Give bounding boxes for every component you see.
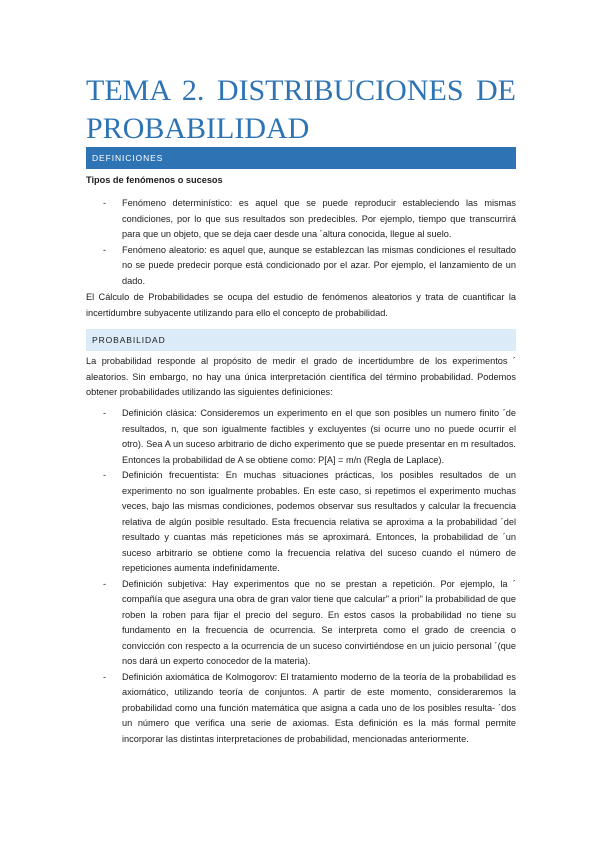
subtitle-tipos-fenomenos: Tipos de fenómenos o sucesos (86, 175, 223, 185)
paragraph-calculo-probabilidades: El Cálculo de Probabilidades se ocupa del estudio de fenómenos aleatorios y trata de cuantificar la incertidumbre subyacente utilizando para ello el concepto de probabilidad. (86, 292, 516, 318)
list-item-definicion-axiomatica (86, 670, 516, 748)
probabilidad-definitions-list (86, 406, 516, 747)
list-item-fenomeno-deterministico (86, 196, 516, 243)
section-heading-definiciones: DEFINICIONES (86, 147, 516, 169)
list-item-text: Definición clásica: Consideremos un experimento en el que son posibles un numero finito ´de resultados, n, que son igualmente factibles y excluyentes (si ocurre uno no puede ocurrir el otro). Sea A un suceso arbitrario de dicho experimento que se puede presentar en m resultados. Entonces la probabilidad de A se obtiene como: P[A] = m/n (Regla de Laplace). (122, 408, 516, 465)
dash-bullet-icon: - (103, 671, 107, 682)
section-heading-probabilidad: PROBABILIDAD (86, 329, 516, 351)
title-line-2: PROBABILIDAD (86, 112, 310, 145)
dash-bullet-icon: - (103, 198, 107, 208)
paragraph-probabilidad-intro: La probabilidad responde al propósito de medir el grado de incertidumbre de los experimentos ´ aleatorios. Sin embargo, no hay una única interpretación científica del término probabilidad. Podemos obtener probabilidades utilizando las siguientes definiciones: (86, 356, 516, 397)
list-item-definicion-subjetiva (86, 577, 516, 670)
document-title (86, 72, 516, 148)
dash-bullet-icon: - (103, 244, 107, 255)
title-line-1: TEMA 2. DISTRIBUCIONES DE (86, 74, 516, 107)
list-item-text: Fenómeno determinístico: es aquel que se puede reproducir estableciendo las mismas condiciones, por lo que sus resultados son predecibles. Por ejemplo, tiempo que transcurrirá para que un objeto, que se deja caer desde una ´altura conocida, llegue al suelo. (122, 198, 516, 239)
list-item-text: Fenómeno aleatorio: es aquel que, aunque se establezcan las mismas condiciones el resultado no se puede predecir porque está condicionado por el azar. Por ejemplo, el lanzamiento de un dado. (122, 244, 516, 286)
list-item-definicion-frecuentista (86, 468, 516, 577)
list-item-text: Definición subjetiva: Hay experimentos que no se prestan a repetición. Por ejemplo, la ´ compañía que asegura una obra de gran valor tiene que calcular" a priori" la probabilidad de que roben la roben para fijar el precio del seguro. En estos casos la probabilidad no tiene su fundamento en la frecuencia de ocurrencia. Se interpreta como el grado de creencia o convicción con respecto a la ocurrencia de un suceso convirtiéndose en un juicio personal ´(que nos dará un experto conocedor de la materia). (122, 578, 516, 666)
list-item-fenomeno-aleatorio (86, 243, 516, 290)
dash-bullet-icon: - (103, 578, 107, 589)
dash-bullet-icon: - (103, 408, 107, 418)
list-item-definicion-clasica (86, 406, 516, 468)
list-item-text: Definición frecuentista: En muchas situaciones prácticas, los posibles resultados de un experimento no son igualmente probables. En este caso, si repetimos el experimento muchas veces, bajo las mismas condiciones, podemos observar sus resultados y calcular la frecuencia relativa de algún posible resultado. Esta frecuencia relativa se aproxima a la probabilidad ´del resultado y cuantas más repeticiones más se aproximará. Entonces, la probabilidad de ´un suceso arbitrario se obtiene como la frecuencia relativa del suceso cuando el número de repeticiones aumenta indefinidamente. (122, 470, 516, 573)
dash-bullet-icon: - (103, 470, 107, 480)
definiciones-list (86, 196, 516, 289)
list-item-text: Definición axiomática de Kolmogorov: El tratamiento moderno de la teoría de la probabilidad es axiomático, utilizando teoría de conjuntos. A partir de este momento, consideraremos la probabilidad como una función matemática que asigna a cada uno de los posibles resulta- ´dos un número que verifica una serie de axiomas. Esta definición es la más formal permite incorporar las distintas interpretaciones de probabilidad, mencionadas anteriormente. (122, 671, 516, 744)
